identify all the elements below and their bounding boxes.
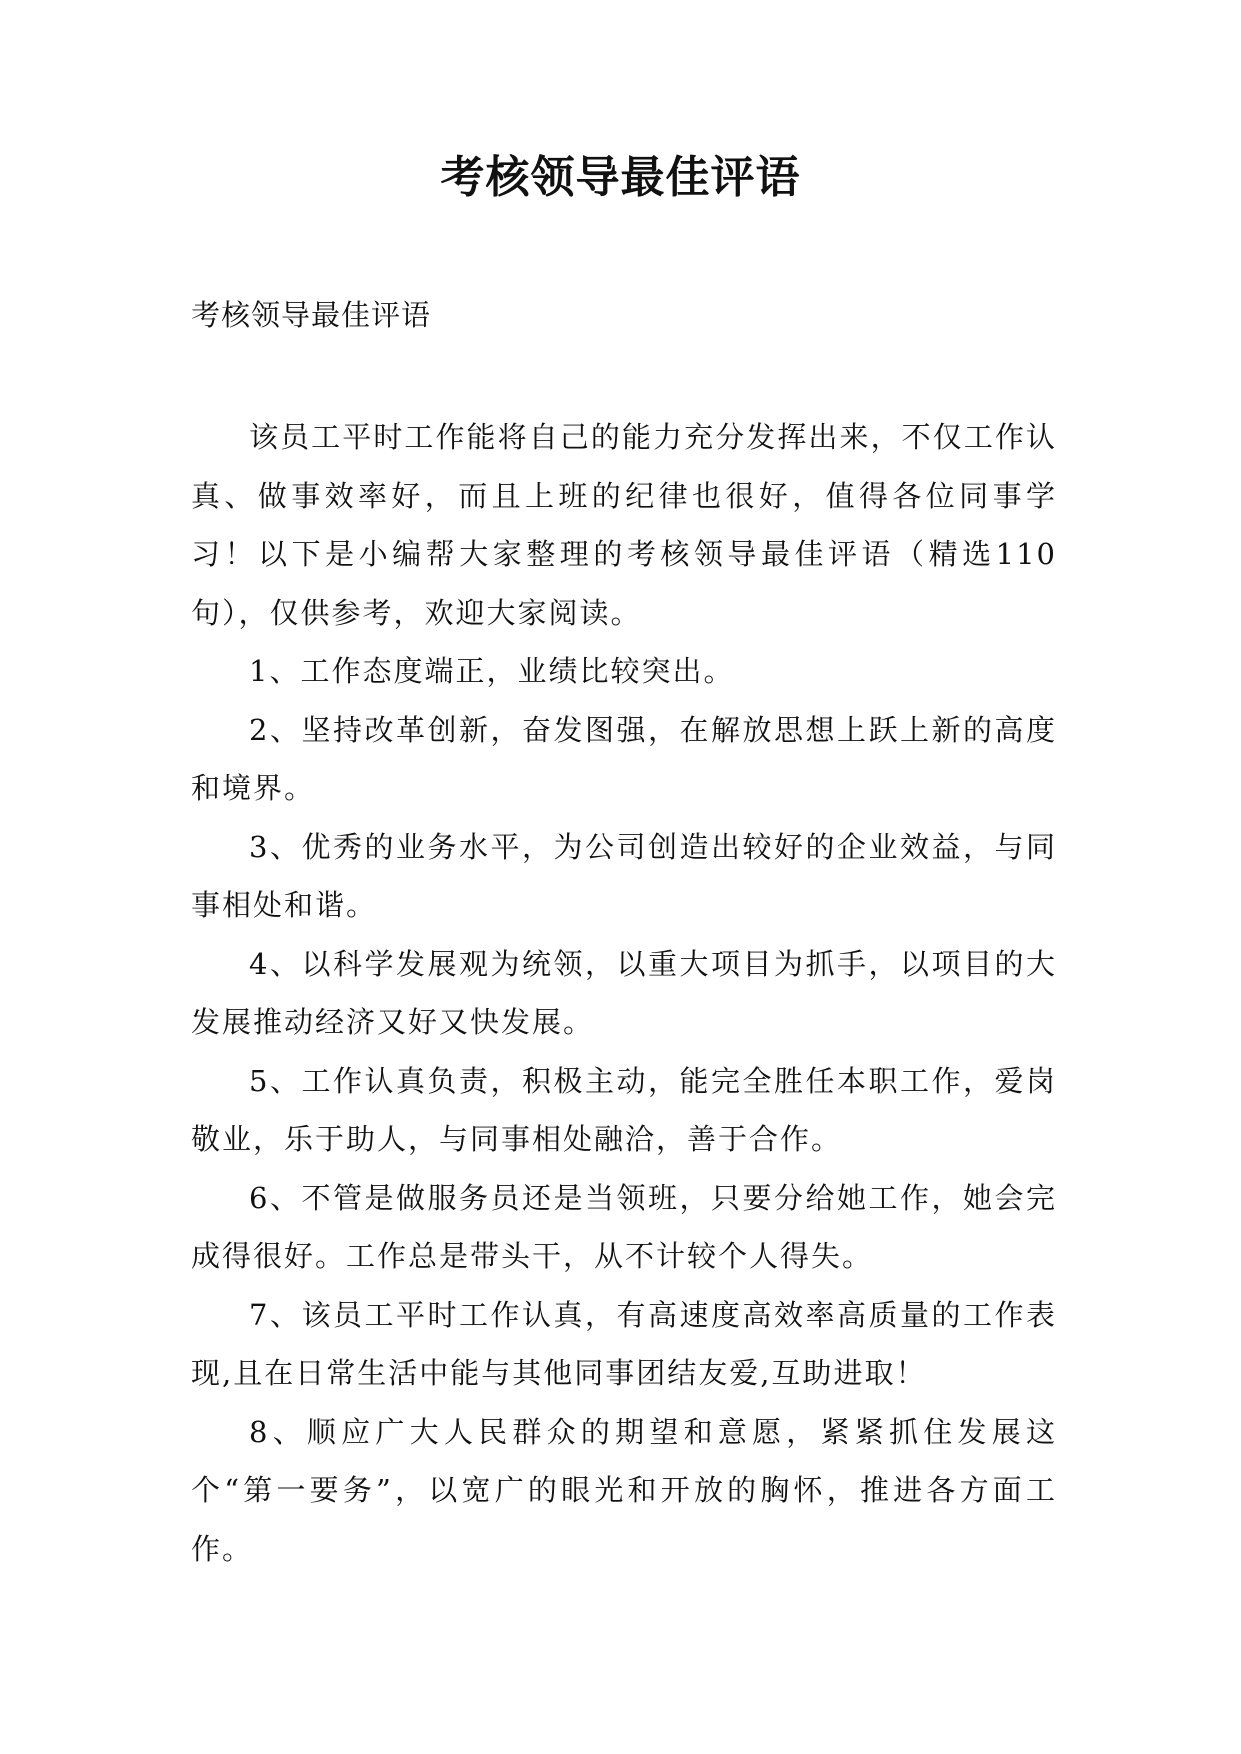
document-title: 考核领导最佳评语 — [440, 152, 801, 203]
comment-item: 7、该员工平时工作认真，有高速度高效率高质量的工作表现,且在日常生活中能与其他同事团结友爱,互助进取！ — [191, 1297, 1057, 1390]
comment-item: 1、工作态度端正，业绩比较突出。 — [249, 654, 735, 688]
comment-item: 4、以科学发展观为统领，以重大项目为抓手，以项目的大发展推动经济又好又快发展。 — [191, 946, 1057, 1039]
comment-item: 3、优秀的业务水平，为公司创造出较好的企业效益，与同事相处和谐。 — [191, 829, 1057, 922]
comment-item: 5、工作认真负责，积极主动，能完全胜任本职工作，爱岗敬业，乐于助人，与同事相处融洽，善于合作。 — [191, 1063, 1057, 1156]
document-body — [191, 408, 1057, 1578]
comment-item: 6、不管是做服务员还是当领班，只要分给她工作，她会完成得很好。工作总是带头干，从不计较个人得失。 — [191, 1180, 1057, 1273]
comment-item: 2、坚持改革创新，奋发图强，在解放思想上跃上新的高度和境界。 — [191, 712, 1057, 805]
document-subtitle: 考核领导最佳评语 — [191, 298, 432, 332]
intro-paragraph: 该员工平时工作能将自己的能力充分发挥出来，不仅工作认真、做事效率好，而且上班的纪律也很好，值得各位同事学习！以下是小编帮大家整理的考核领导最佳评语（精选110句），仅供参考，欢迎大家阅读。 — [191, 420, 1057, 630]
comment-item: 8、顺应广大人民群众的期望和意愿，紧紧抓住发展这个“第一要务”，以宽广的眼光和开放的胸怀，推进各方面工作。 — [191, 1414, 1057, 1566]
